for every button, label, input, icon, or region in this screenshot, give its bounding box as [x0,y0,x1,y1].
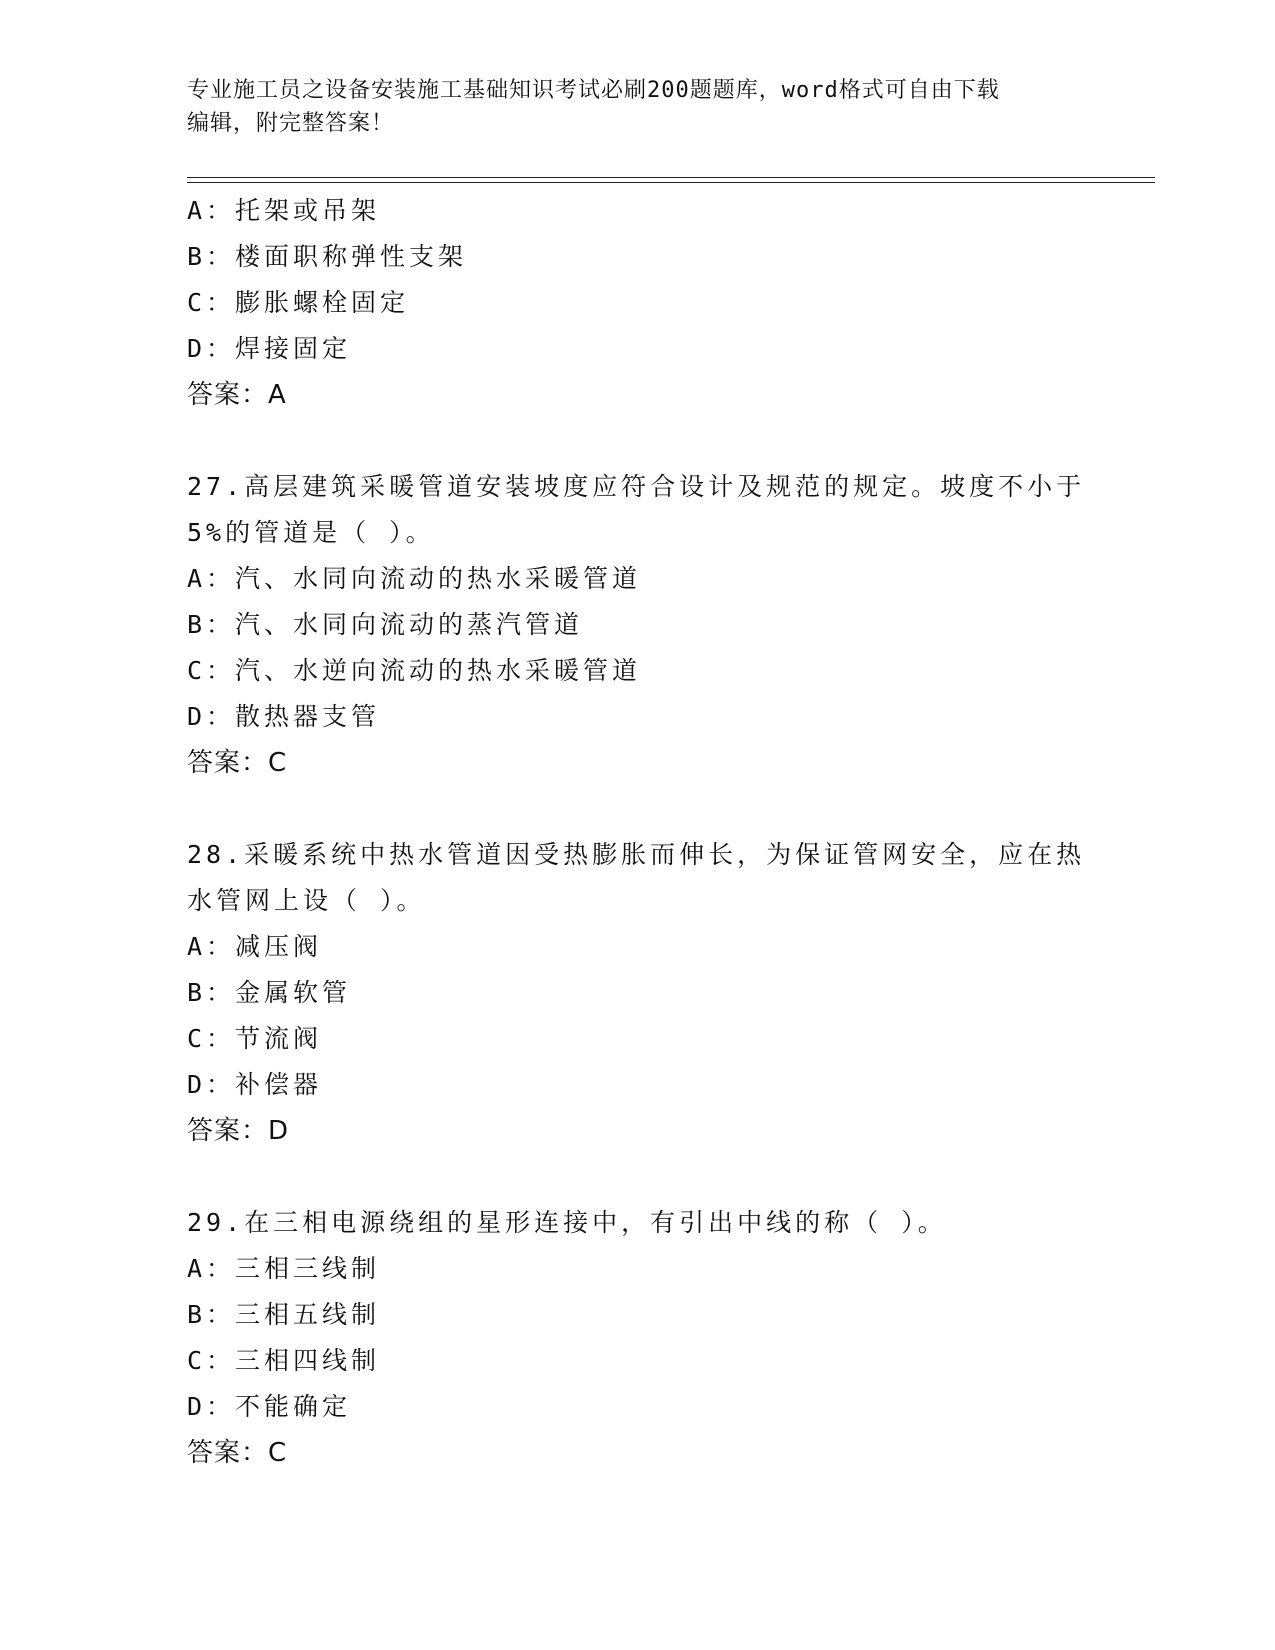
option-d: D：散热器支管 [187,702,381,731]
question-29 [187,1200,1087,1476]
spacer [187,1154,1087,1200]
option-a: A：减压阀 [187,932,323,961]
option-c: C：汽、水逆向流动的热水采暖管道 [187,656,642,685]
answer-line: 答案：C [187,748,288,778]
option-b: B：金属软管 [187,978,352,1007]
spacer [187,418,1087,464]
answer-line: 答案：A [187,380,287,410]
header-title-line-2: 编辑，附完整答案！ [187,111,395,136]
option-d: D：补偿器 [187,1070,323,1099]
answer-line: 答案：D [187,1116,290,1146]
spacer [187,786,1087,832]
option-a: A：三相三线制 [187,1254,381,1283]
option-c: C：节流阀 [187,1024,323,1053]
option-c: C：膨胀螺栓固定 [187,288,410,317]
header-title-line-1: 专业施工员之设备安装施工基础知识考试必刷200题题库，word格式可自由下载 [187,78,1000,103]
previous-question-block [187,188,1087,418]
question-27 [187,464,1087,786]
option-b: B：三相五线制 [187,1300,381,1329]
question-list [187,188,1087,1476]
option-c: C：三相四线制 [187,1346,381,1375]
question-28 [187,832,1087,1154]
option-a: A：汽、水同向流动的热水采暖管道 [187,564,642,593]
answer-line: 答案：C [187,1438,288,1468]
document-header [187,74,1067,140]
option-a: A：托架或吊架 [187,196,381,225]
question-stem-line-1: 28.采暖系统中热水管道因受热膨胀而伸长，为保证管网安全，应在热 [187,840,1086,869]
question-stem-line-2: 水管网上设（ ）。 [187,886,426,915]
option-b: B：楼面职称弹性支架 [187,242,468,271]
option-b: B：汽、水同向流动的蒸汽管道 [187,610,584,639]
question-stem-line-1: 27.高层建筑采暖管道安装坡度应符合设计及规范的规定。坡度不小于 [187,472,1086,501]
option-d: D：不能确定 [187,1392,352,1421]
option-d: D：焊接固定 [187,334,352,363]
question-stem-line-1: 29.在三相电源绕组的星形连接中，有引出中线的称（ ）。 [187,1208,947,1237]
header-divider-top [187,177,1155,178]
question-stem-line-2: 5%的管道是（ ）。 [187,518,435,547]
header-divider-bottom [187,182,1155,183]
